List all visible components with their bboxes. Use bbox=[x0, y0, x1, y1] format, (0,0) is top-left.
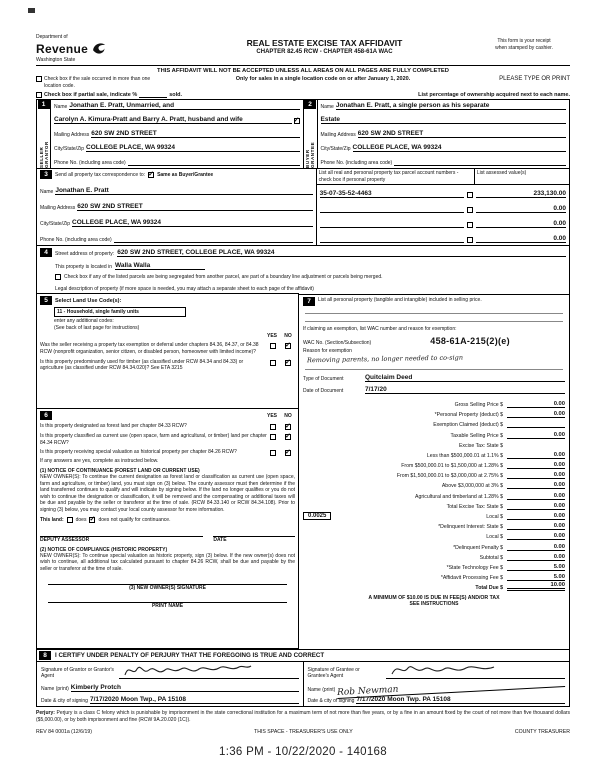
tax-value: 10.00 bbox=[507, 582, 565, 591]
s6-question-3: Is this property receiving special valuation as historical property per chapter 84.26 RCW? bbox=[40, 449, 237, 456]
new-owner-signature-label: (3) NEW OWNER(S) SIGNATURE bbox=[129, 584, 206, 591]
parcel-2-personal-checkbox[interactable] bbox=[467, 207, 473, 213]
print-name-label: PRINT NAME bbox=[151, 603, 184, 610]
tax-label: Local $ bbox=[486, 514, 503, 521]
notice-2-title: (2) NOTICE OF COMPLIANCE (HISTORIC PROPERTY) bbox=[40, 546, 168, 553]
partial-sale-checkbox[interactable] bbox=[36, 92, 42, 98]
section-4-number: 4 bbox=[40, 248, 52, 257]
tax-row bbox=[303, 398, 565, 408]
forest-land-section bbox=[36, 408, 299, 649]
wac-number-label: WAC No. (Section/Subsection) bbox=[303, 339, 372, 346]
parcel-number-field[interactable]: 35-07-35-52-4463 bbox=[320, 190, 464, 198]
seller-name-field[interactable]: Jonathan E. Pratt, Unmarried, and bbox=[69, 102, 299, 110]
single-location-note: Only for sales in a single location code on or after January 1, 2020. bbox=[235, 76, 411, 82]
corr-name-field[interactable]: Jonathan E. Pratt bbox=[55, 187, 312, 195]
s5-question-2: Is this property predominantly used for timber (as classified under RCW 84.34 and 84.33) or agriculture (as classified under RCW 84.34.020)? See ETA 3215 bbox=[40, 358, 244, 372]
type-or-print: PLEASE TYPE OR PRINT bbox=[499, 76, 570, 82]
grantee-date-city-label: Date & city of signing bbox=[307, 698, 355, 705]
reason-for-exemption-label: Reason for exemption bbox=[303, 347, 352, 354]
does-not-label: does not qualify for continuance. bbox=[98, 516, 171, 523]
additional-codes-label: enter any additional codes: bbox=[54, 318, 114, 325]
grantee-signature-block bbox=[304, 662, 570, 706]
s5-q2-yes-checkbox[interactable] bbox=[270, 360, 276, 366]
state-line: Washington State bbox=[36, 57, 76, 63]
corr-city-field[interactable]: COLLEGE PLACE, WA 99324 bbox=[72, 219, 313, 227]
tax-value bbox=[507, 442, 565, 449]
document-type-label: Type of Document bbox=[303, 375, 344, 382]
corr-city-label: City/State/Zip bbox=[40, 221, 71, 228]
treasurer-space-label: THIS SPACE - TREASURER'S USE ONLY bbox=[254, 728, 353, 735]
property-address-section bbox=[36, 245, 570, 295]
parcel-assessed-value: 0.00 bbox=[476, 205, 566, 213]
corr-name-label: Name bbox=[40, 189, 54, 196]
tax-value: 0.00 bbox=[507, 401, 565, 408]
partial-sale-row bbox=[36, 92, 570, 98]
dor-logo bbox=[36, 34, 171, 63]
seller-address-field[interactable]: 620 SW 2ND STREET bbox=[91, 130, 299, 138]
yes-header: YES bbox=[267, 333, 278, 340]
s6-q2-yes-checkbox[interactable] bbox=[270, 434, 276, 440]
form-chapter: CHAPTER 82.45 RCW - CHAPTER 458-61A WAC bbox=[256, 49, 393, 55]
print-name-line[interactable] bbox=[48, 591, 287, 603]
s6-q1-no-checkbox[interactable] bbox=[285, 424, 291, 430]
seller-city-field[interactable]: COLLEGE PLACE, WA 99324 bbox=[86, 144, 299, 152]
seller-side-label-1: SELLER bbox=[38, 146, 44, 169]
exemption-reason-field[interactable]: Removing parents, no longer needed to co-sign bbox=[306, 353, 464, 364]
seller-name2-checkbox[interactable] bbox=[294, 118, 300, 124]
same-as-buyer-checkbox[interactable] bbox=[148, 172, 154, 178]
grantee-date-field[interactable]: 7/17/2020 Moon Twp. PA 15108 bbox=[356, 696, 565, 704]
corr-address-field[interactable]: 620 SW 2ND STREET bbox=[77, 203, 312, 211]
tax-row bbox=[303, 469, 565, 479]
grantor-signature-label: Signature of Grantor or Grantor's Agent bbox=[41, 666, 114, 679]
parcel-1-personal-checkbox[interactable] bbox=[467, 192, 473, 198]
new-owner-signature-line[interactable] bbox=[48, 573, 287, 585]
section-8-number: 8 bbox=[39, 651, 51, 660]
land-use-code-field[interactable]: 11 - Household, single family units bbox=[54, 307, 186, 317]
s5-q2-no-checkbox[interactable] bbox=[285, 360, 291, 366]
parcel-3-personal-checkbox[interactable] bbox=[467, 222, 473, 228]
deputy-assessor-label: DEPUTY ASSESSOR bbox=[40, 537, 90, 544]
grantor-name-print-label: Name (print) bbox=[41, 685, 69, 692]
tax-label: *Delinquent Penalty $ bbox=[453, 544, 503, 551]
tax-row bbox=[303, 459, 565, 469]
same-as-buyer-label: Same as Buyer/Grantee bbox=[157, 171, 214, 178]
tax-label: Local $ bbox=[486, 534, 503, 541]
question-row bbox=[40, 342, 295, 355]
tax-row-local-rate bbox=[303, 510, 565, 520]
corr-phone-field[interactable] bbox=[114, 236, 313, 243]
partial-percent-field[interactable] bbox=[139, 92, 167, 98]
tax-value bbox=[507, 421, 565, 428]
street-address-label: Street address of property: bbox=[55, 251, 115, 258]
tax-row-total-due bbox=[303, 581, 565, 591]
s5-q1-yes-checkbox[interactable] bbox=[270, 343, 276, 349]
cashier-stamp-timestamp: 1:36 PM - 10/22/2020 - 140168 bbox=[219, 745, 387, 758]
parcel-row bbox=[317, 200, 569, 215]
tax-value: 0.00 bbox=[507, 544, 565, 551]
seller-phone-label: Phone No. (including area code) bbox=[54, 160, 126, 167]
question-row bbox=[40, 359, 295, 372]
parcel-assessed-value: 0.00 bbox=[476, 235, 566, 243]
tax-row bbox=[303, 551, 565, 561]
notice-1-title: (1) NOTICE OF CONTINUANCE (FOREST LAND OR CURRENT USE) bbox=[40, 467, 200, 474]
street-address-field[interactable]: 620 SW 2ND STREET, COLLEGE PLACE, WA 99324 bbox=[117, 249, 566, 257]
form-header bbox=[36, 34, 570, 63]
tax-value: 0.00 bbox=[507, 482, 565, 489]
section-3-number: 3 bbox=[40, 170, 52, 179]
tax-row bbox=[303, 561, 565, 571]
tax-row bbox=[303, 418, 565, 428]
tax-value: 0.00 bbox=[507, 432, 565, 439]
grantor-signature[interactable] bbox=[119, 664, 299, 679]
tax-label: From $500,000.01 to $1,500,000 at 1.28% $ bbox=[401, 463, 503, 470]
section-2-number: 2 bbox=[304, 100, 316, 109]
buyer-side-label-2: GRANTEE bbox=[310, 141, 315, 169]
local-rate-box: 0.0025 bbox=[303, 512, 331, 520]
receipt-line-2: when stamped by cashier. bbox=[495, 45, 553, 51]
s6-question-1: Is this property designated as forest land per chapter 84.33 RCW? bbox=[40, 423, 187, 430]
land-does-checkbox[interactable] bbox=[67, 517, 73, 523]
land-use-title: Select Land Use Code(s): bbox=[55, 297, 122, 304]
parcel-assessed-value: 0.00 bbox=[476, 220, 566, 228]
tax-row bbox=[303, 540, 565, 550]
minimum-due-note: A MINIMUM OF $10.00 IS DUE IN FEE(S) AND/OR TAX bbox=[368, 595, 500, 602]
parcel-number-field[interactable] bbox=[320, 206, 464, 213]
located-in-label: This property is located in bbox=[55, 263, 112, 270]
grantor-name-field[interactable]: Kimberly Protch bbox=[71, 684, 299, 692]
continuance-row bbox=[40, 517, 295, 524]
personal-property-line[interactable] bbox=[305, 306, 563, 314]
section-1-number: 1 bbox=[38, 100, 50, 109]
parties-section bbox=[36, 99, 570, 169]
tax-label: Above $3,000,000 at 3% $ bbox=[441, 483, 503, 490]
tax-row bbox=[303, 489, 565, 499]
parcel-assessed-value: 233,130.00 bbox=[476, 190, 566, 198]
send-correspondence-label: Send all property tax correspondence to: bbox=[55, 171, 146, 178]
tax-label: Total Due $ bbox=[475, 585, 503, 592]
ownership-note: List percentage of ownership acquired next to each name. bbox=[418, 92, 570, 99]
exemption-intro: If claiming an exemption, list WAC number and reason for exemption: bbox=[303, 326, 457, 333]
seller-city-label: City/State/Zip bbox=[54, 146, 85, 153]
segregated-checkbox[interactable] bbox=[55, 274, 61, 280]
buyer-side-label-1: BUYER bbox=[305, 149, 310, 169]
buyer-city-label: City/State/Zip bbox=[320, 146, 351, 153]
grantee-name-print-label: Name (print) bbox=[307, 686, 336, 693]
notice-2-body: NEW OWNER(S): To continue special valuation as historic property, sign (3) below. If the new owner(s) does not wish to continue, all additional tax calculated pursuant to chapter 84.26 RCW, shall be due and payable by the seller or transferor at the time of sale. bbox=[40, 552, 295, 572]
tax-label: *Affidavit Processing Fee $ bbox=[440, 575, 503, 582]
seller-side-label-2: GRANTOR bbox=[43, 141, 49, 169]
seller-phone-field[interactable] bbox=[128, 159, 300, 166]
segregated-label: Check box if any of the listed parcels are being segregated from another parcel, are part of a boundary line adjustment or parcels being merged. bbox=[64, 274, 383, 281]
buyer-city-field[interactable]: COLLEGE PLACE, WA 99324 bbox=[353, 144, 566, 152]
dept-line: Department of bbox=[36, 34, 68, 40]
tax-value: 0.00 bbox=[507, 513, 565, 520]
section-7-number: 7 bbox=[303, 297, 315, 306]
seller-name2-field[interactable]: Carolyn A. Kimura-Pratt and Barry A. Pratt, husband and wife bbox=[54, 116, 292, 124]
tax-row bbox=[303, 479, 565, 489]
tax-label: *Personal Property (deduct) $ bbox=[434, 412, 503, 419]
personal-property-label: List all personal property (tangible and intangible) included in selling price. bbox=[318, 297, 482, 304]
receipt-line-1: This form is your receipt bbox=[497, 38, 551, 44]
perjury-text: Perjury is a class C felony which is punishable by imprisonment in the state correctional institution for a maximum term of not more than five years, or by a fine in an amount fixed by the court of not more than five thousand dollars ($5,000.00), or by both imprisonment and fine (RCW 9A.20.020 (1C)). bbox=[36, 710, 571, 723]
tax-row bbox=[303, 571, 565, 581]
document-type-field[interactable]: Quitclaim Deed bbox=[365, 374, 565, 382]
yes-no-header bbox=[40, 333, 295, 339]
grantor-date-city-label: Date & city of signing bbox=[41, 698, 88, 705]
tax-computation-section bbox=[298, 294, 570, 650]
tax-label: *Delinquent Interest: State $ bbox=[438, 524, 503, 531]
tax-row bbox=[303, 428, 565, 438]
multi-location-checkbox[interactable] bbox=[36, 76, 42, 82]
corr-address-label: Mailing Address bbox=[40, 205, 76, 212]
buyer-phone-field[interactable] bbox=[394, 159, 566, 166]
if-yes-instruction: If any answers are yes, complete as instructed below. bbox=[40, 458, 159, 465]
tax-value: 5.00 bbox=[507, 564, 565, 571]
parcel-number-field[interactable] bbox=[320, 236, 464, 243]
tax-value: 0.00 bbox=[507, 523, 565, 530]
scan-artifact bbox=[28, 8, 35, 13]
tax-value: 0.00 bbox=[507, 554, 565, 561]
grantee-signature-label: Signature of Grantee or Grantee's Agent bbox=[307, 666, 360, 679]
tax-value: 0.00 bbox=[507, 411, 565, 418]
section-6-number: 6 bbox=[40, 411, 52, 420]
perjury-label: Perjury: bbox=[36, 710, 55, 717]
s6-q2-no-checkbox[interactable] bbox=[285, 434, 291, 440]
certification-section bbox=[36, 649, 570, 707]
parcel-row bbox=[317, 185, 569, 200]
tax-label: Total Excise Tax: State $ bbox=[446, 503, 503, 510]
parcel-4-personal-checkbox[interactable] bbox=[467, 237, 473, 243]
partial-sold-label: sold. bbox=[169, 92, 183, 99]
dor-swirl-icon bbox=[91, 40, 108, 57]
parcel-number-field[interactable] bbox=[320, 221, 464, 228]
tax-row bbox=[303, 449, 565, 459]
multi-location-label: Check box if the sale occurred in more than one location code. bbox=[44, 76, 151, 89]
tax-value: 5.00 bbox=[507, 574, 565, 581]
seller-grantor-block bbox=[37, 100, 304, 168]
tax-value: 0.00 bbox=[507, 472, 565, 479]
corr-phone-label: Phone No. (including area code) bbox=[40, 237, 112, 244]
document-date-field[interactable]: 7/17/20 bbox=[365, 386, 565, 394]
tax-row bbox=[303, 439, 565, 449]
grantor-date-field[interactable]: 7/17/2020 Moon Twp., PA 15108 bbox=[90, 696, 299, 704]
buyer-address-label: Mailing Address bbox=[320, 132, 356, 139]
parcel-numbers-header: List all real and personal property tax parcel account numbers - check box if personal property bbox=[317, 169, 475, 184]
s6-question-2: Is this property classified as current use (open space, farm and agricultural, or timber) land per chapter 84.34 RCW? bbox=[40, 433, 267, 446]
no-header: NO bbox=[284, 412, 292, 419]
buyer-name-field[interactable]: Jonathan E. Pratt, a single person as his separate bbox=[336, 102, 566, 110]
does-label: does bbox=[75, 516, 87, 523]
notice-1-body: NEW OWNER(S): To continue the current designation as forest land or classification as current use (open space, farm and agriculture, or timber) land, you must sign on (3) below. The county assessor must then determine if the land transferred continues to qualify and will indicate by signing below. If the land no longer qualifies or you do not wish to continue the designation or classification, it will be removed and the compensating or additional taxes will be due and payable by the seller or transferor at the time of sale. (RCW 84.33.140 or RCW 84.34.108). Prior to signing (3) below, you may contact your local county assessor for more information. bbox=[40, 473, 295, 513]
assessed-values-header: List assessed value(s) bbox=[476, 170, 527, 177]
tax-row bbox=[303, 408, 565, 418]
grantee-signature-ink bbox=[390, 661, 500, 681]
tax-value: 0.00 bbox=[507, 452, 565, 459]
s6-q3-yes-checkbox[interactable] bbox=[270, 450, 276, 456]
no-header: NO bbox=[284, 333, 292, 340]
wac-number-field[interactable]: 458-61A-215(2)(e) bbox=[430, 335, 510, 346]
document-date-label: Date of Document bbox=[303, 387, 344, 394]
buyer-name-label: Name bbox=[320, 104, 334, 111]
rev-number: REV 84 0001a (12/6/19) bbox=[36, 728, 92, 735]
buyer-address-field[interactable]: 620 SW 2ND STREET bbox=[358, 130, 566, 138]
tax-label: Taxable Selling Price $ bbox=[450, 432, 503, 439]
tax-label: From $1,500,000.01 to $3,000,000 at 2.75% $ bbox=[396, 473, 503, 480]
s6-q3-no-checkbox[interactable] bbox=[285, 450, 291, 456]
form-title: REAL ESTATE EXCISE TAX AFFIDAVIT bbox=[246, 38, 403, 48]
tax-value: 0.00 bbox=[507, 462, 565, 469]
tax-row bbox=[303, 530, 565, 540]
date-label: DATE bbox=[213, 537, 227, 544]
tax-label: Subtotal $ bbox=[479, 554, 503, 561]
land-use-section bbox=[36, 293, 299, 409]
parcel-row bbox=[317, 230, 569, 245]
warning-text: THIS AFFIDAVIT WILL NOT BE ACCEPTED UNLESS ALL AREAS ON ALL PAGES ARE FULLY COMPLETED bbox=[36, 65, 570, 75]
tax-row bbox=[303, 520, 565, 530]
perjury-notice bbox=[36, 710, 570, 724]
agency-name: Revenue bbox=[36, 41, 89, 56]
tax-value: 0.00 bbox=[507, 533, 565, 540]
tax-label: Gross Selling Price $ bbox=[454, 401, 503, 408]
seller-name-label: Name bbox=[54, 104, 68, 111]
section-5-number: 5 bbox=[40, 296, 52, 305]
tax-table bbox=[303, 398, 565, 592]
this-land-label: This land: bbox=[40, 516, 64, 523]
question-row bbox=[40, 423, 295, 430]
tax-value: 0.00 bbox=[507, 503, 565, 510]
county-treasurer-label: COUNTY TREASURER bbox=[514, 728, 570, 735]
yes-no-header bbox=[267, 413, 295, 419]
tax-label: Less than $500,000.01 at 1.1% $ bbox=[426, 452, 503, 459]
question-row bbox=[40, 449, 295, 456]
s5-question-1: Was the seller receiving a property tax exemption or deferral under chapters 84.36, 84.37, or 84.38 RCW (nonprofit organization, senior citizen, or disabled person, homeowner with limited income)? bbox=[40, 342, 259, 355]
location-row bbox=[36, 76, 570, 89]
question-row bbox=[40, 433, 295, 446]
tax-label: Exemption Claimed (deduct) $ bbox=[433, 422, 503, 429]
personal-property-line[interactable] bbox=[305, 314, 563, 322]
grantor-signature-block bbox=[37, 662, 304, 706]
located-in-field[interactable]: Walla Walla bbox=[115, 262, 205, 270]
tax-label: Excise Tax: State $ bbox=[458, 442, 503, 449]
land-does-not-checkbox[interactable] bbox=[89, 517, 95, 523]
grantor-signature-ink bbox=[123, 661, 253, 681]
see-instructions-note: SEE INSTRUCTIONS bbox=[409, 601, 459, 608]
receipt-note bbox=[478, 34, 570, 52]
buyer-name2-field[interactable]: Estate bbox=[321, 116, 567, 124]
tax-label: *State Technology Fee $ bbox=[446, 564, 503, 571]
tax-label: Agricultural and timberland at 1.28% $ bbox=[415, 493, 503, 500]
correspondence-section bbox=[36, 168, 570, 246]
grantee-name-field[interactable]: Rob Newman bbox=[337, 676, 565, 699]
s5-q1-no-checkbox[interactable] bbox=[285, 343, 291, 349]
tax-value: 0.00 bbox=[507, 493, 565, 500]
back-of-page-note: (See back of last page for instructions) bbox=[54, 324, 140, 331]
s6-q1-yes-checkbox[interactable] bbox=[270, 424, 276, 430]
seller-address-label: Mailing Address bbox=[54, 132, 90, 139]
buyer-phone-label: Phone No. (including area code) bbox=[320, 160, 393, 167]
parcel-row bbox=[317, 215, 569, 230]
certify-statement: I CERTIFY UNDER PENALTY OF PERJURY THAT THE FOREGOING IS TRUE AND CORRECT bbox=[55, 652, 325, 660]
buyer-grantee-block bbox=[304, 100, 570, 168]
middle-columns bbox=[36, 294, 570, 650]
form-footer-row bbox=[36, 729, 570, 735]
partial-sale-label: Check box if partial sale, indicate % bbox=[44, 92, 138, 99]
yes-header: YES bbox=[267, 412, 278, 419]
tax-row bbox=[303, 500, 565, 510]
legal-description-label: Legal description of property (if more space is needed, you may attach a separate sheet to each page of the affidavit) bbox=[55, 285, 314, 292]
